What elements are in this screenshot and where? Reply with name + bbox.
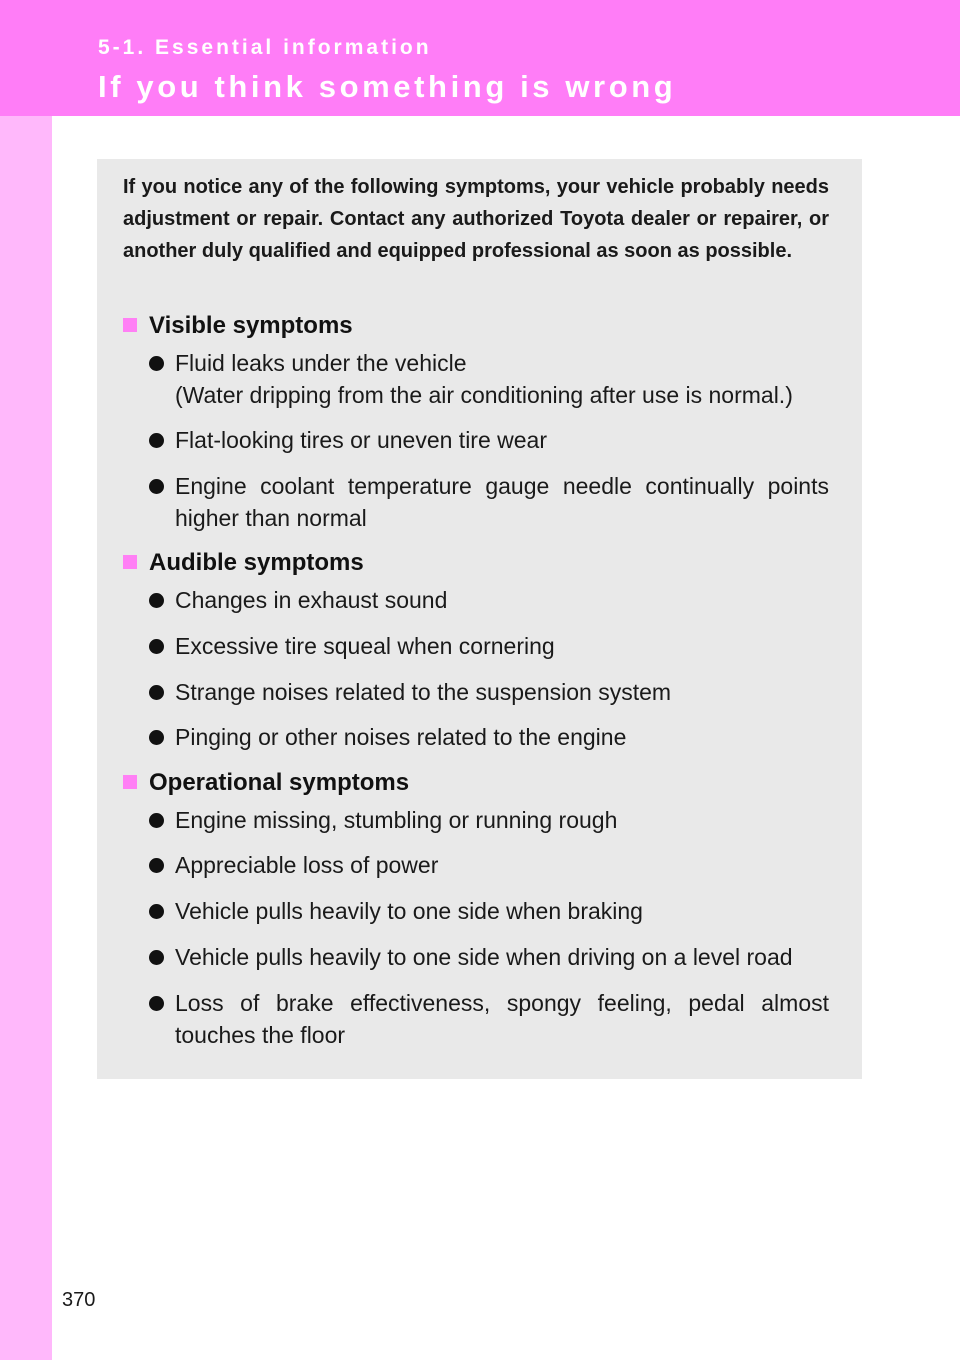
bullet-dot-icon — [149, 356, 164, 371]
heading-visible-symptoms — [123, 310, 353, 342]
page-number: 370 — [62, 1289, 96, 1311]
list-item — [149, 424, 829, 456]
list-item-note: (Water dripping from the air conditioning after use is normal.) — [175, 382, 793, 408]
bullet-dot-icon — [149, 858, 164, 873]
square-bullet-icon — [123, 318, 137, 332]
symptoms-box — [97, 159, 862, 1079]
list-item — [149, 347, 829, 411]
list-item-text: Vehicle pulls heavily to one side when driving on a level road — [175, 944, 793, 970]
list-item — [149, 849, 829, 881]
list-item — [149, 941, 829, 973]
list-item — [149, 584, 829, 616]
list-item-text: Changes in exhaust sound — [175, 587, 448, 613]
list-item-text: Strange noises related to the suspension system — [175, 679, 672, 705]
heading-audible-symptoms — [123, 547, 364, 579]
bullet-dot-icon — [149, 996, 164, 1011]
list-item-text: Vehicle pulls heavily to one side when braking — [175, 898, 643, 924]
list-item-text: Fluid leaks under the vehicle — [175, 350, 467, 376]
list-item-text: Flat-looking tires or uneven tire wear — [175, 427, 547, 453]
page-title: If you think something is wrong — [98, 69, 677, 104]
bullet-dot-icon — [149, 813, 164, 828]
list-item-text: Engine missing, stumbling or running rough — [175, 807, 618, 833]
list-item — [149, 721, 829, 753]
list-item — [149, 987, 829, 1051]
heading-text: Audible symptoms — [149, 549, 364, 576]
heading-text: Operational symptoms — [149, 769, 410, 796]
square-bullet-icon — [123, 555, 137, 569]
intro-paragraph: If you notice any of the following symptoms, your vehicle probably needs adjustment or repair. Contact any authorized Toyota dealer or repairer, or another duly qualified and equipped professional as soon as possible. — [123, 176, 829, 262]
list-item-text: Engine coolant temperature gauge needle continually points higher than normal — [175, 473, 829, 531]
heading-operational-symptoms — [123, 767, 409, 799]
list-item — [149, 676, 829, 708]
list-item — [149, 895, 829, 927]
heading-text: Visible symptoms — [149, 312, 353, 339]
bullet-dot-icon — [149, 730, 164, 745]
list-item — [149, 470, 829, 534]
list-item-text: Appreciable loss of power — [175, 852, 439, 878]
side-color-strip — [0, 0, 52, 1360]
section-label: 5-1. Essential information — [98, 36, 432, 59]
list-item-text: Excessive tire squeal when cornering — [175, 633, 555, 659]
bullet-dot-icon — [149, 433, 164, 448]
list-item — [149, 804, 829, 836]
bullet-dot-icon — [149, 479, 164, 494]
list-item-text: Pinging or other noises related to the engine — [175, 724, 627, 750]
list-item — [149, 630, 829, 662]
square-bullet-icon — [123, 775, 137, 789]
bullet-dot-icon — [149, 639, 164, 654]
page-header — [0, 0, 960, 116]
bullet-dot-icon — [149, 593, 164, 608]
list-item-text: Loss of brake effectiveness, spongy feeling, pedal almost touches the floor — [175, 990, 829, 1048]
bullet-dot-icon — [149, 685, 164, 700]
bullet-dot-icon — [149, 950, 164, 965]
bullet-dot-icon — [149, 904, 164, 919]
